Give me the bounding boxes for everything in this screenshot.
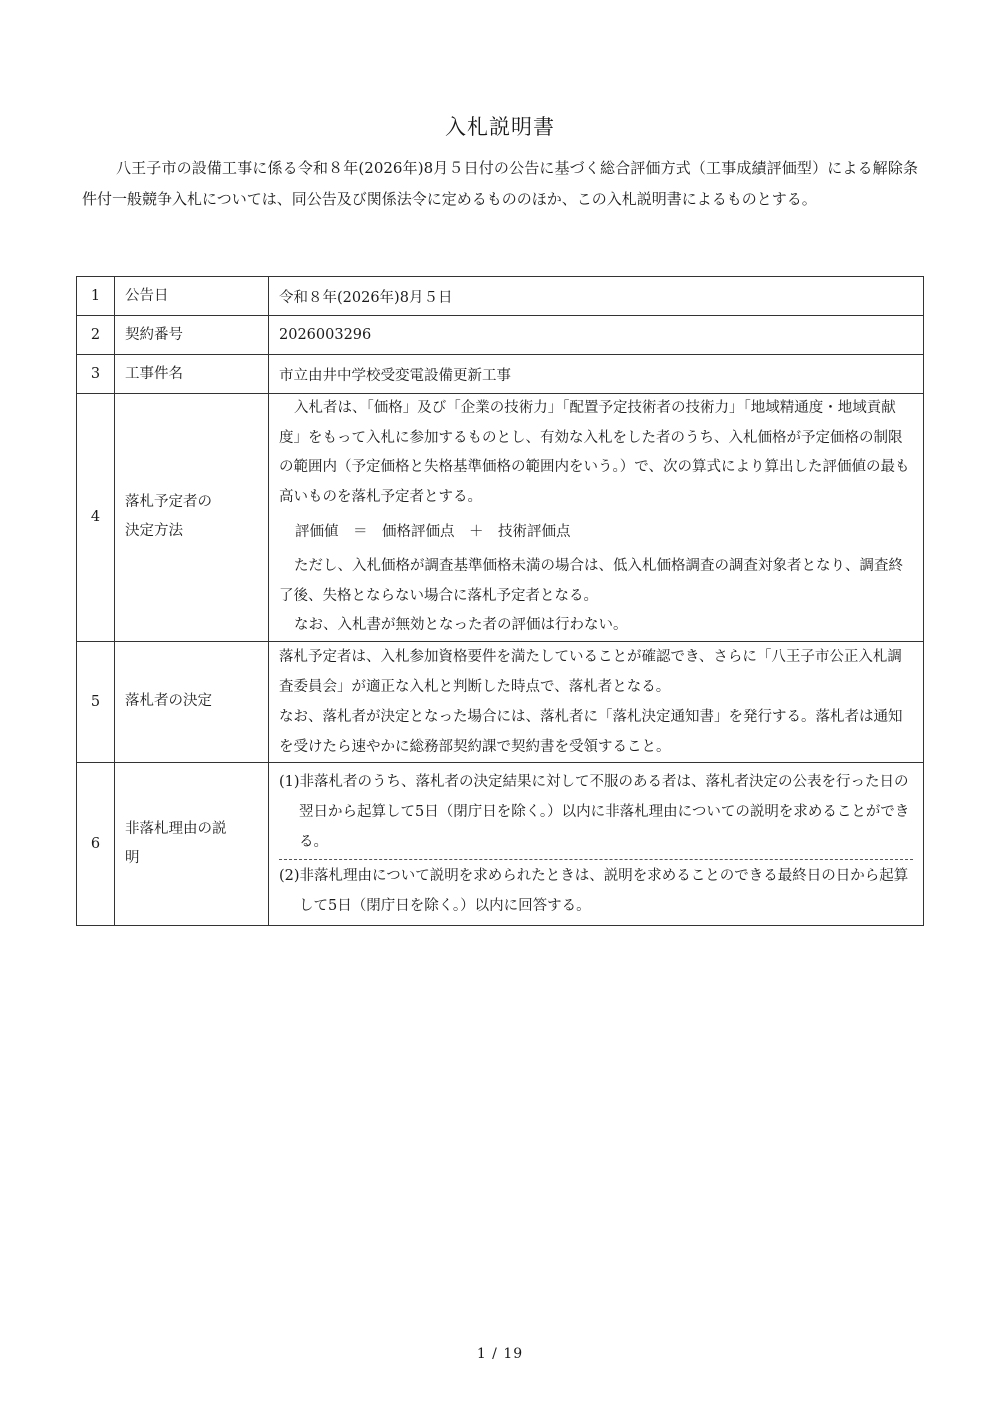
content-paragraph: なお、入札書が無効となった者の評価は行わない。 [294, 617, 628, 633]
document-title: 入札説明書 [445, 115, 555, 139]
content-paragraph: ただし、入札価格が調査基準価格未満の場合は、低入札価格調査の調査対象者となり、調査終了後、失格とならない場合に落札予定者となる。 [279, 558, 903, 604]
row-number: 4 [77, 394, 115, 642]
content-paragraph: 入札者は、「価格」及び「企業の技術力」「配置予定技術者の技術力」「地域精通度・地域貢献度」をもって入札に参加するものとし、有効な入札をした者のうち、入札価格が予定価格の制限の範囲内（予定価格と失格基準価格の範囲内をいう。）で、次の算式により算出した評価値の最も高いものを落札予定者とする。 [279, 400, 910, 505]
row-content: 令和８年(2026年)8月５日 [269, 277, 924, 316]
numbered-item: (2)非落札理由について説明を求められたときは、説明を求めることのできる最終日の日から起算して5日（閉庁日を除く。）以内に回答する。 [279, 867, 909, 914]
row-number: 3 [77, 355, 115, 394]
numbered-item: (1)非落札者のうち、落札者の決定結果に対して不服のある者は、落札者決定の公表を行った日の翌日から起算して5日（閉庁日を除く。）以内に非落札理由についての説明を求めることができる。 [279, 773, 910, 850]
row-label-line: 決定方法 [125, 523, 183, 540]
row-number: 1 [77, 277, 115, 316]
specification-table [76, 276, 924, 926]
row-label: 公告日 [115, 277, 269, 316]
row-label-line: 明 [125, 849, 140, 866]
table-row [77, 277, 924, 316]
row-label: 工事件名 [115, 355, 269, 394]
table-row [77, 316, 924, 355]
table-row [77, 762, 924, 925]
row-label [115, 762, 269, 925]
intro-paragraph: 八王子市の設備工事に係る令和８年(2026年)8月５日付の公告に基づく総合評価方式（工事成績評価型）による解除条件付一般競争入札については、同公告及び関係法令に定めるもののほか、この入札説明書によるものとする。 [82, 159, 918, 208]
row-label: 落札者の決定 [115, 641, 269, 762]
sub-item [279, 860, 913, 925]
row-content [269, 762, 924, 925]
page-number: 1 / 19 [476, 1346, 524, 1362]
row-number: 6 [77, 762, 115, 925]
row-content: 市立由井中学校受変電設備更新工事 [269, 355, 924, 394]
row-number: 2 [77, 316, 115, 355]
row-label [115, 394, 269, 642]
row-content: 2026003296 [269, 316, 924, 355]
table-row [77, 641, 924, 762]
row-label-line: 非落札理由の説 [125, 820, 227, 837]
row-label-line: 落札予定者の [125, 494, 212, 511]
row-content [269, 641, 924, 762]
content-paragraph: 落札予定者は、入札参加資格要件を満たしていることが確認でき、さらに「八王子市公正入札調査委員会」が適正な入札と判断した時点で、落札者となる。 [279, 648, 902, 695]
content-paragraph: なお、落札者が決定となった場合には、落札者に「落札決定通知書」を発行する。落札者は通知を受けたら速やかに総務部契約課で契約書を受領すること。 [279, 708, 903, 755]
row-content [269, 394, 924, 642]
evaluation-formula: 評価値 ＝ 価格評価点 ＋ 技術評価点 [295, 524, 571, 540]
sub-item [279, 763, 913, 860]
row-number: 5 [77, 641, 115, 762]
row-label: 契約番号 [115, 316, 269, 355]
table-row [77, 355, 924, 394]
table-row [77, 394, 924, 642]
